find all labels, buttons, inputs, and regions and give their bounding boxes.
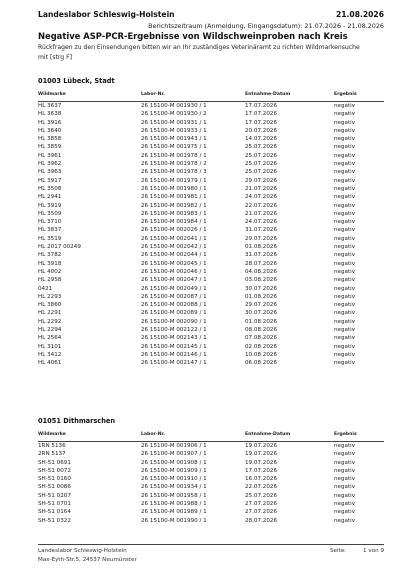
cell-labor-nr: 26 15100-M 002042 / 1 (141, 244, 207, 251)
cell-entnahme-datum: 17.07.2026 (245, 119, 278, 126)
table-row (38, 293, 384, 301)
table-row (38, 442, 384, 450)
cell-labor-nr: 26 15100-M 002089 / 1 (141, 310, 207, 317)
cell-wildmarke: SH-51 0207 (38, 492, 71, 499)
cell-labor-nr: 26 15100-M 002041 / 1 (141, 235, 207, 242)
cell-ergebnis: negativ (334, 169, 356, 176)
cell-ergebnis: negativ (334, 484, 356, 491)
table-row (38, 160, 384, 168)
cell-entnahme-datum: 14.07.2026 (245, 136, 278, 143)
cell-wildmarke: HL 2293 (38, 293, 62, 300)
cell-wildmarke: HL 3519 (38, 235, 62, 242)
cell-entnahme-datum: 21.07.2026 (245, 185, 278, 192)
table-row (38, 343, 384, 351)
cell-ergebnis: negativ (334, 202, 356, 209)
cell-wildmarke: HL 3782 (38, 252, 62, 259)
cell-entnahme-datum: 30.07.2026 (245, 285, 278, 292)
cell-ergebnis: negativ (334, 467, 356, 474)
cell-wildmarke: HL 2941 (38, 194, 62, 201)
cell-entnahme-datum: 19.07.2026 (245, 451, 278, 458)
cell-entnahme-datum: 16.07.2026 (245, 476, 278, 483)
cell-wildmarke: HL 4061 (38, 360, 62, 367)
cell-labor-nr: 26 15100-M 002049 / 1 (141, 285, 207, 292)
table-body (38, 442, 384, 525)
cell-labor-nr: 26 15100-M 001981 / 1 (141, 194, 207, 201)
cell-wildmarke: HL 2564 (38, 335, 62, 342)
cell-entnahme-datum: 04.08.2026 (245, 268, 278, 275)
cell-wildmarke: HL 3961 (38, 152, 62, 159)
cell-wildmarke: HL 3962 (38, 161, 62, 168)
cell-wildmarke: HL 3918 (38, 260, 62, 267)
cell-wildmarke: HL 2292 (38, 318, 62, 325)
cell-ergebnis: negativ (334, 310, 356, 317)
table-row (38, 235, 384, 243)
cell-labor-nr: 26 15100-M 001978 / 2 (141, 161, 207, 168)
cell-wildmarke: HL 3508 (38, 185, 62, 192)
cell-labor-nr: 26 15100-M 001908 / 1 (141, 459, 207, 466)
cell-wildmarke: HL 2958 (38, 277, 62, 284)
cell-wildmarke: SH-51 0691 (38, 459, 71, 466)
cell-ergebnis: negativ (334, 501, 356, 508)
cell-labor-nr: 26 15100-M 001975 / 1 (141, 144, 207, 151)
cell-ergebnis: negativ (334, 103, 356, 109)
table-row (38, 492, 384, 500)
cell-wildmarke: HL 3919 (38, 202, 62, 209)
table-row (38, 285, 384, 293)
cell-entnahme-datum: 02.08.2026 (245, 343, 278, 350)
table-row (38, 127, 384, 135)
cell-labor-nr: 26 15100-M 001906 / 1 (141, 443, 207, 449)
cell-labor-nr: 26 15100-M 002143 / 1 (141, 335, 207, 342)
report-period: Berichtszeitraum (Anmeldung, Eingangsdatum): 21.07.2026 - 21.08.2026 (148, 22, 384, 30)
table-row (38, 459, 384, 467)
table-row (38, 508, 384, 516)
cell-entnahme-datum: 25.07.2026 (245, 144, 278, 151)
cell-labor-nr: 26 15100-M 002147 / 1 (141, 360, 207, 367)
cell-ergebnis: negativ (334, 351, 356, 358)
page-footer (38, 544, 384, 569)
column-header-row (38, 431, 384, 442)
cell-entnahme-datum: 17.07.2026 (245, 111, 278, 118)
cell-wildmarke: HL 3637 (38, 103, 62, 109)
cell-wildmarke: HL 3916 (38, 119, 62, 126)
cell-ergebnis: negativ (334, 517, 356, 524)
cell-entnahme-datum: 27.07.2026 (245, 501, 278, 508)
cell-ergebnis: negativ (334, 459, 356, 466)
cell-entnahme-datum: 21.07.2026 (245, 210, 278, 217)
cell-wildmarke: HL 2291 (38, 310, 62, 317)
table-row (38, 218, 384, 226)
cell-entnahme-datum: 25.07.2026 (245, 161, 278, 168)
cell-wildmarke: 0421 (38, 285, 53, 292)
cell-labor-nr: 26 15100-M 001907 / 1 (141, 451, 207, 458)
table-row (38, 450, 384, 458)
cell-labor-nr: 26 15100-M 001910 / 1 (141, 476, 207, 483)
cell-ergebnis: negativ (334, 119, 356, 126)
table-row (38, 102, 384, 110)
cell-entnahme-datum: 17.07.2026 (245, 103, 278, 109)
table-row (38, 301, 384, 309)
cell-wildmarke: HL 3412 (38, 351, 62, 358)
cell-wildmarke: HL 3859 (38, 144, 62, 151)
cell-ergebnis: negativ (334, 235, 356, 242)
section-dithmarschen (38, 417, 384, 525)
cell-labor-nr: 26 15100-M 001958 / 1 (141, 492, 207, 499)
cell-ergebnis: negativ (334, 210, 356, 217)
cell-ergebnis: negativ (334, 227, 356, 234)
cell-wildmarke: HL 3963 (38, 169, 62, 176)
report-title: Negative ASP-PCR-Ergebnisse von Wildschweinproben nach Kreis (38, 31, 348, 41)
cell-labor-nr: 26 15100-M 002044 / 1 (141, 252, 207, 259)
cell-wildmarke: HL 3638 (38, 111, 62, 118)
page-number: 1 von 9 (363, 548, 384, 554)
table-row (38, 193, 384, 201)
column-header-labor: Labor-Nr. (141, 92, 165, 97)
cell-labor-nr: 26 15100-M 001909 / 1 (141, 467, 207, 474)
cell-wildmarke: HL 3710 (38, 219, 62, 226)
cell-entnahme-datum: 25.07.2026 (245, 492, 278, 499)
cell-labor-nr: 26 15100-M 001984 / 1 (141, 219, 207, 226)
table-row (38, 260, 384, 268)
cell-wildmarke: SH-51 0164 (38, 509, 71, 516)
cell-labor-nr: 26 15100-M 002088 / 1 (141, 302, 207, 309)
cell-labor-nr: 26 15100-M 001978 / 3 (141, 169, 207, 176)
cell-entnahme-datum: 28.07.2026 (245, 260, 278, 267)
table-row (38, 185, 384, 193)
cell-labor-nr: 26 15100-M 002090 / 1 (141, 318, 207, 325)
cell-entnahme-datum: 24.07.2026 (245, 219, 278, 226)
table-row (38, 177, 384, 185)
cell-wildmarke: HL 4002 (38, 268, 62, 275)
cell-entnahme-datum: 01.08.2026 (245, 293, 278, 300)
cell-ergebnis: negativ (334, 327, 356, 334)
table-row (38, 359, 384, 367)
cell-wildmarke: HL 3917 (38, 177, 62, 184)
cell-entnahme-datum: 29.07.2026 (245, 235, 278, 242)
table-row (38, 517, 384, 525)
cell-entnahme-datum: 20.07.2026 (245, 127, 278, 134)
cell-labor-nr: 26 15100-M 002087 / 1 (141, 293, 207, 300)
column-header-ergebnis: Ergebnis (334, 432, 357, 437)
cell-entnahme-datum: 17.07.2026 (245, 467, 278, 474)
table-row (38, 318, 384, 326)
column-header-wildmarke: Wildmarke (38, 432, 66, 437)
cell-ergebnis: negativ (334, 111, 356, 118)
cell-entnahme-datum: 29.07.2026 (245, 302, 278, 309)
cell-labor-nr: 26 15100-M 001930 / 2 (141, 111, 207, 118)
table-row (38, 119, 384, 127)
cell-wildmarke: SH-51 0322 (38, 517, 71, 524)
cell-ergebnis: negativ (334, 277, 356, 284)
cell-wildmarke: SH-51 0072 (38, 467, 71, 474)
cell-entnahme-datum: 31.07.2026 (245, 252, 278, 259)
cell-wildmarke: HL 3837 (38, 227, 62, 234)
table-row (38, 168, 384, 176)
section-luebeck (38, 77, 384, 368)
table-row (38, 135, 384, 143)
cell-labor-nr: 26 15100-M 002026 / 1 (141, 227, 207, 234)
cell-ergebnis: negativ (334, 293, 356, 300)
page-header (38, 10, 384, 22)
table-row (38, 500, 384, 508)
column-header-datum: Entnahme-Datum (245, 432, 291, 437)
cell-ergebnis: negativ (334, 318, 356, 325)
cell-ergebnis: negativ (334, 285, 356, 292)
cell-labor-nr: 26 15100-M 001983 / 1 (141, 210, 207, 217)
cell-ergebnis: negativ (334, 244, 356, 251)
cell-wildmarke: HL 3860 (38, 302, 62, 309)
table-row (38, 334, 384, 342)
cell-entnahme-datum: 25.07.2026 (245, 152, 278, 159)
table-body (38, 102, 384, 368)
footer-address: Max-Eyth-Str.5, 24537 Neumünster (38, 557, 137, 563)
column-header-wildmarke: Wildmarke (38, 92, 66, 97)
cell-entnahme-datum: 01.08.2026 (245, 244, 278, 251)
cell-ergebnis: negativ (334, 136, 356, 143)
cell-wildmarke: SH-51 0086 (38, 484, 71, 491)
cell-ergebnis: negativ (334, 127, 356, 134)
organization-name: Landeslabor Schleswig-Holstein (38, 10, 175, 19)
cell-labor-nr: 26 15100-M 001979 / 1 (141, 177, 207, 184)
cell-labor-nr: 26 15100-M 001990 / 1 (141, 517, 207, 524)
cell-entnahme-datum: 28.07.2026 (245, 517, 278, 524)
cell-ergebnis: negativ (334, 335, 356, 342)
section-title: 01051 Dithmarschen (38, 417, 116, 425)
cell-labor-nr: 26 15100-M 002146 / 1 (141, 351, 207, 358)
cell-wildmarke: HL 2294 (38, 327, 62, 334)
cell-labor-nr: 26 15100-M 001943 / 1 (141, 136, 207, 143)
cell-ergebnis: negativ (334, 194, 356, 201)
cell-entnahme-datum: 19.07.2026 (245, 459, 278, 466)
cell-entnahme-datum: 24.07.2026 (245, 194, 278, 201)
column-header-row (38, 91, 384, 102)
cell-entnahme-datum: 30.07.2026 (245, 310, 278, 317)
cell-labor-nr: 26 15100-M 001988 / 1 (141, 501, 207, 508)
cell-labor-nr: 26 15100-M 002047 / 1 (141, 277, 207, 284)
table-row (38, 226, 384, 234)
cell-wildmarke: HL 3101 (38, 343, 62, 350)
cell-ergebnis: negativ (334, 451, 356, 458)
intro-text: Rückfragen zu den Einsendungen bitten wir an Ihr zuständiges Veterinäramt zu richten Wildmarkensuche mit [strg F] (38, 44, 360, 61)
cell-ergebnis: negativ (334, 161, 356, 168)
cell-labor-nr: 26 15100-M 001931 / 1 (141, 119, 207, 126)
cell-entnahme-datum: 22.07.2026 (245, 202, 278, 209)
cell-wildmarke: HL 3858 (38, 136, 62, 143)
cell-wildmarke: HL 2017 00249 (38, 244, 81, 251)
table-row (38, 351, 384, 359)
table-row (38, 483, 384, 491)
cell-entnahme-datum: 03.08.2026 (245, 277, 278, 284)
table-row (38, 326, 384, 334)
cell-entnahme-datum: 19.07.2026 (245, 443, 278, 449)
section-title: 01003 Lübeck, Stadt (38, 77, 115, 85)
cell-ergebnis: negativ (334, 492, 356, 499)
table-row (38, 467, 384, 475)
cell-ergebnis: negativ (334, 185, 356, 192)
table-row (38, 210, 384, 218)
cell-labor-nr: 26 15100-M 001934 / 1 (141, 484, 207, 491)
table-row (38, 309, 384, 317)
cell-entnahme-datum: 31.07.2026 (245, 227, 278, 234)
cell-ergebnis: negativ (334, 144, 356, 151)
cell-wildmarke: 2RN 5137 (38, 451, 66, 458)
cell-wildmarke: 1RN 5136 (38, 443, 66, 449)
cell-ergebnis: negativ (334, 177, 356, 184)
cell-labor-nr: 26 15100-M 001989 / 1 (141, 509, 207, 516)
cell-entnahme-datum: 08.08.2026 (245, 327, 278, 334)
table-row (38, 251, 384, 259)
cell-wildmarke: HL 3509 (38, 210, 62, 217)
cell-ergebnis: negativ (334, 260, 356, 267)
cell-wildmarke: SH-51 0160 (38, 476, 71, 483)
column-header-datum: Entnahme-Datum (245, 92, 291, 97)
table-row (38, 475, 384, 483)
table-row (38, 276, 384, 284)
table-row (38, 143, 384, 151)
cell-entnahme-datum: 01.08.2026 (245, 318, 278, 325)
cell-labor-nr: 26 15100-M 001980 / 1 (141, 185, 207, 192)
cell-ergebnis: negativ (334, 509, 356, 516)
cell-ergebnis: negativ (334, 252, 356, 259)
table-row (38, 243, 384, 251)
cell-entnahme-datum: 06.08.2026 (245, 360, 278, 367)
cell-ergebnis: negativ (334, 268, 356, 275)
cell-labor-nr: 26 15100-M 001978 / 1 (141, 152, 207, 159)
cell-labor-nr: 26 15100-M 002145 / 1 (141, 343, 207, 350)
cell-labor-nr: 26 15100-M 002045 / 1 (141, 260, 207, 267)
cell-wildmarke: SH-51 0701 (38, 501, 71, 508)
cell-entnahme-datum: 25.07.2026 (245, 169, 278, 176)
footer-org: Landeslabor Schleswig-Holstein (38, 548, 127, 554)
table-row (38, 268, 384, 276)
cell-ergebnis: negativ (334, 219, 356, 226)
cell-wildmarke: HL 3640 (38, 127, 62, 134)
cell-entnahme-datum: 07.08.2026 (245, 335, 278, 342)
report-date: 21.08.2026 (335, 10, 384, 19)
cell-entnahme-datum: 27.07.2026 (245, 509, 278, 516)
cell-labor-nr: 26 15100-M 002122 / 1 (141, 327, 207, 334)
cell-ergebnis: negativ (334, 152, 356, 159)
cell-ergebnis: negativ (334, 443, 356, 449)
cell-ergebnis: negativ (334, 360, 356, 367)
cell-ergebnis: negativ (334, 476, 356, 483)
cell-labor-nr: 26 15100-M 001982 / 1 (141, 202, 207, 209)
cell-labor-nr: 26 15100-M 002046 / 1 (141, 268, 207, 275)
table-row (38, 110, 384, 118)
table-row (38, 202, 384, 210)
column-header-ergebnis: Ergebnis (334, 92, 357, 97)
cell-ergebnis: negativ (334, 302, 356, 309)
cell-labor-nr: 26 15100-M 001933 / 1 (141, 127, 207, 134)
page-number-label: Seite: (330, 548, 347, 554)
cell-entnahme-datum: 10.08.2026 (245, 351, 278, 358)
table-row (38, 152, 384, 160)
cell-labor-nr: 26 15100-M 001930 / 1 (141, 103, 207, 109)
cell-entnahme-datum: 22.07.2026 (245, 484, 278, 491)
cell-entnahme-datum: 29.07.2026 (245, 177, 278, 184)
cell-ergebnis: negativ (334, 343, 356, 350)
column-header-labor: Labor-Nr. (141, 432, 165, 437)
